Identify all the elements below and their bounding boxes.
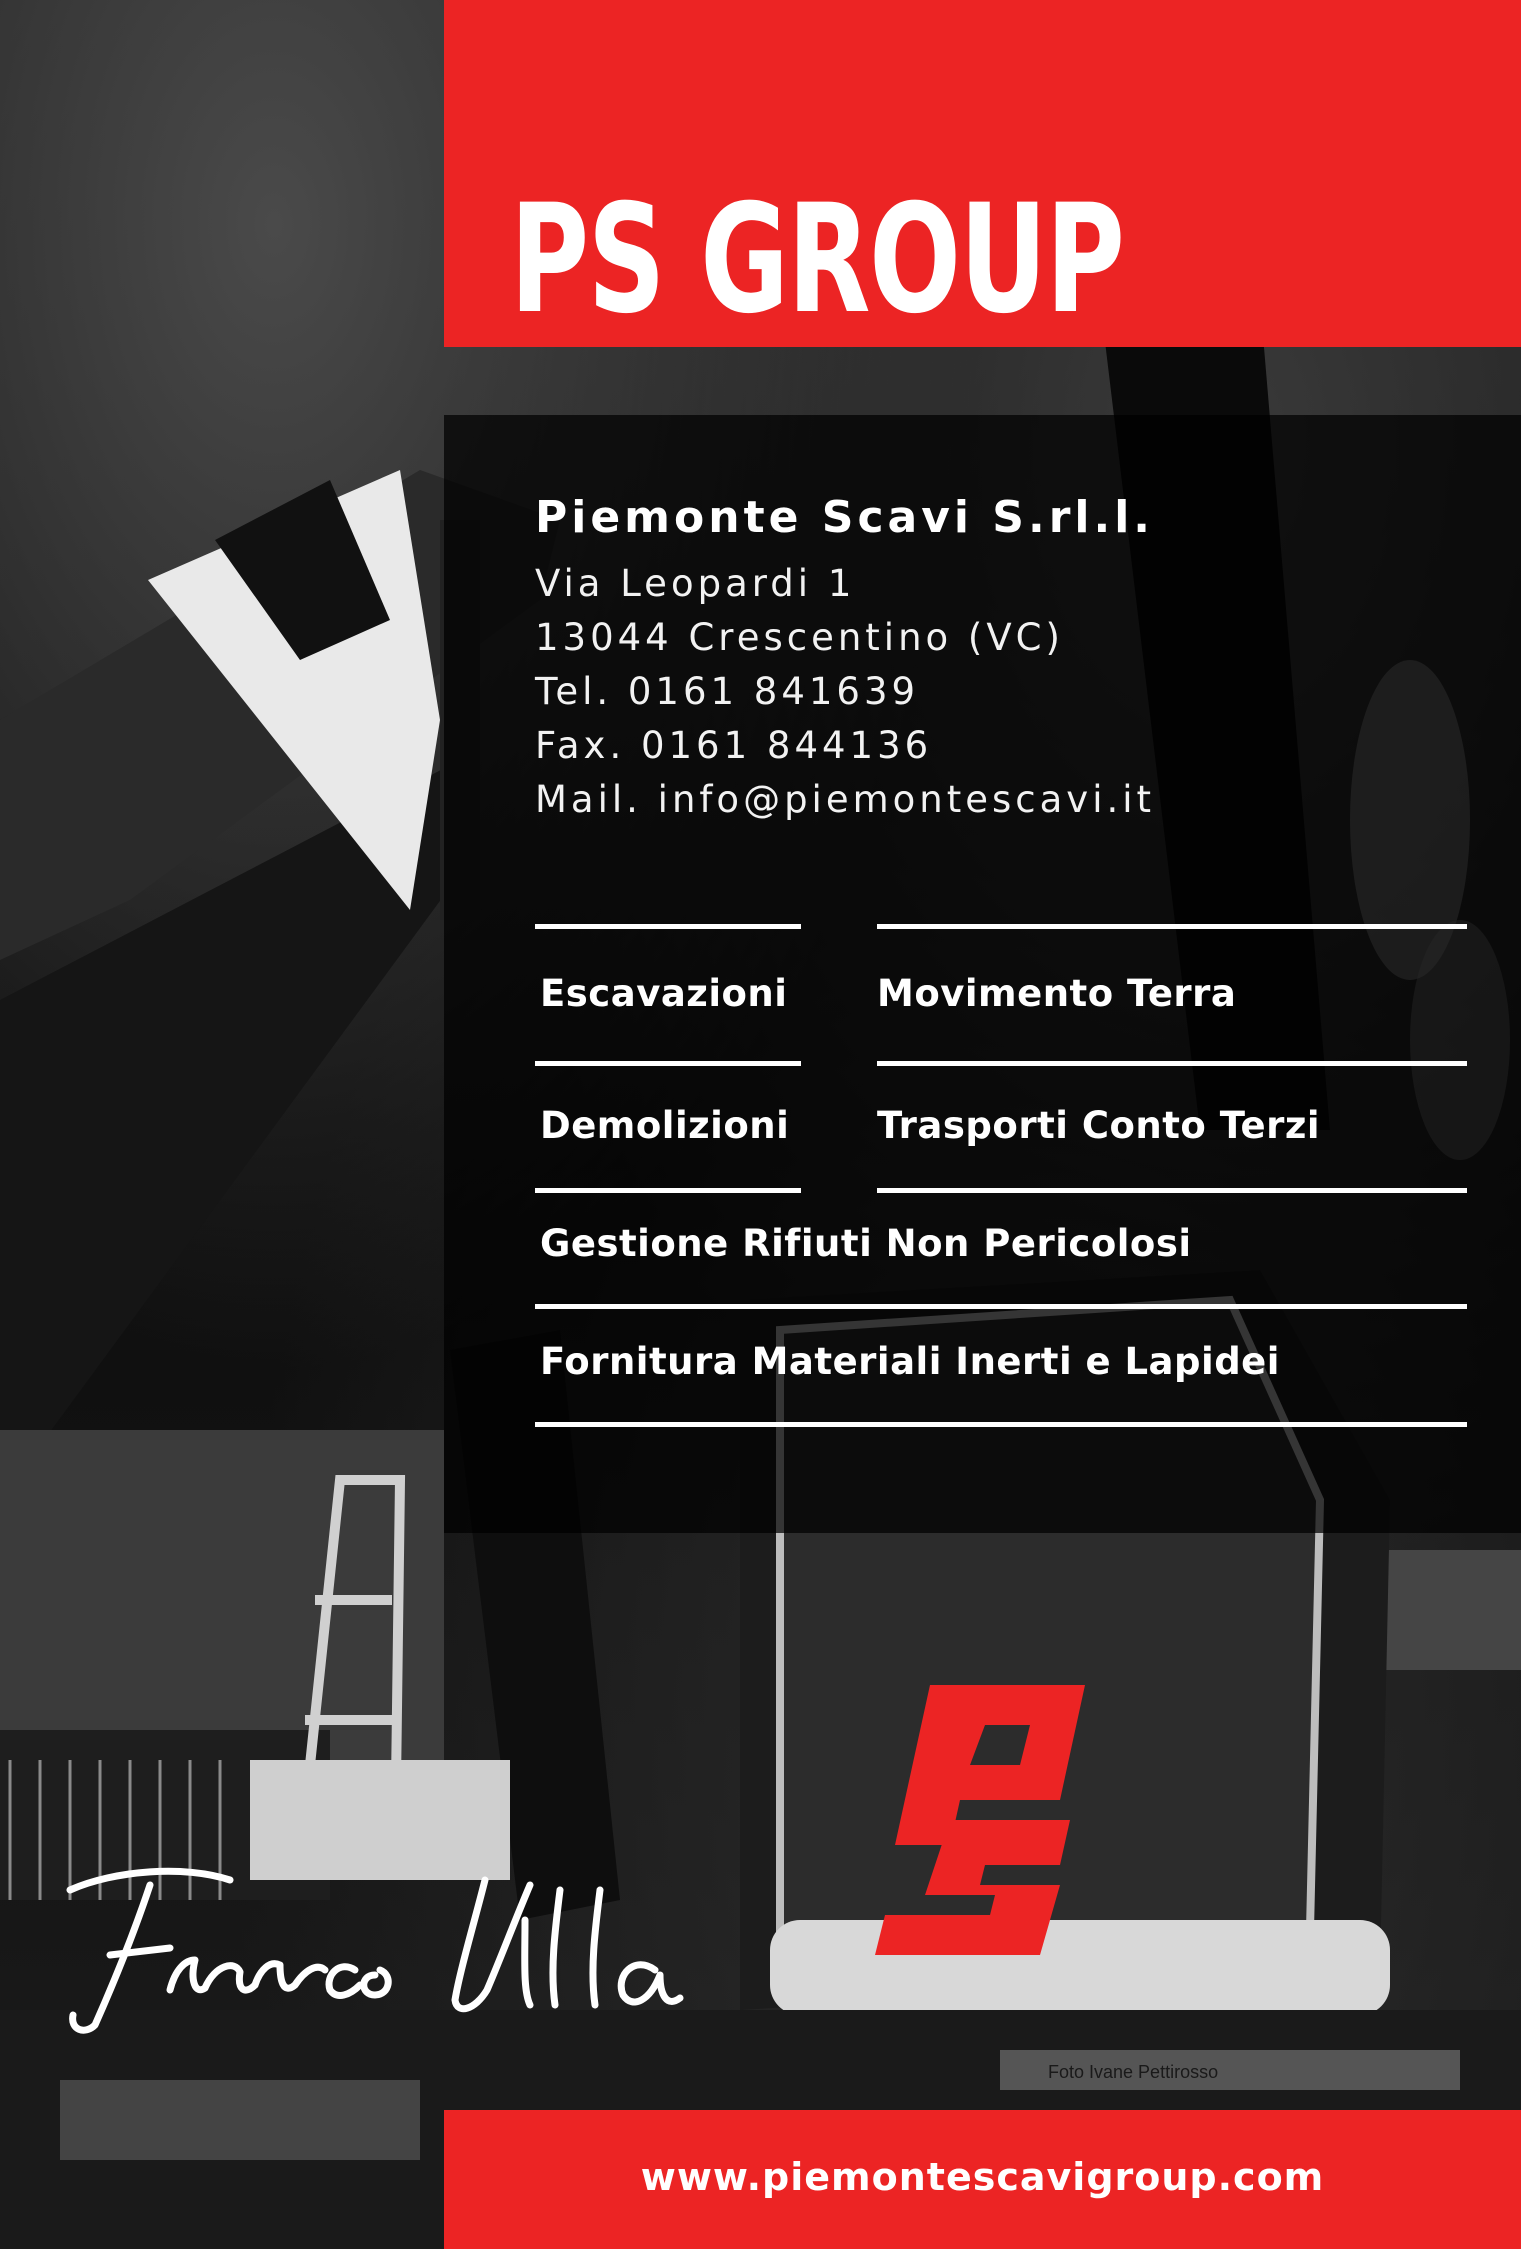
company-address: Via Leopardi 1 [535, 562, 856, 605]
divider [535, 1188, 801, 1193]
company-fax: Fax. 0161 844136 [535, 724, 933, 767]
divider [877, 1188, 1467, 1193]
website-link[interactable]: www.piemontescavigroup.com [640, 2155, 1325, 2199]
divider [877, 924, 1467, 929]
service-item: Gestione Rifiuti Non Pericolosi [540, 1222, 1192, 1265]
signature [55, 1860, 705, 2040]
service-item: Trasporti Conto Terzi [877, 1104, 1321, 1147]
company-city: 13044 Crescentino (VC) [535, 616, 1064, 659]
brand-title: PS GROUP [510, 173, 1124, 347]
divider [535, 1061, 801, 1066]
company-tel: Tel. 0161 841639 [535, 670, 920, 713]
service-item: Escavazioni [540, 972, 788, 1015]
divider [535, 1304, 1467, 1309]
photo-credit: Foto Ivane Pettirosso [1048, 2062, 1219, 2082]
service-item: Fornitura Materiali Inerti e Lapidei [540, 1340, 1280, 1383]
divider [535, 1422, 1467, 1427]
service-item: Movimento Terra [877, 972, 1237, 1015]
divider [877, 1061, 1467, 1066]
company-mail[interactable]: Mail. info@piemontescavi.it [535, 778, 1156, 821]
company-name: Piemonte Scavi S.rl.l. [535, 492, 1155, 543]
ps-monogram-logo [870, 1680, 1100, 1955]
divider [535, 924, 801, 929]
service-item: Demolizioni [540, 1104, 790, 1147]
